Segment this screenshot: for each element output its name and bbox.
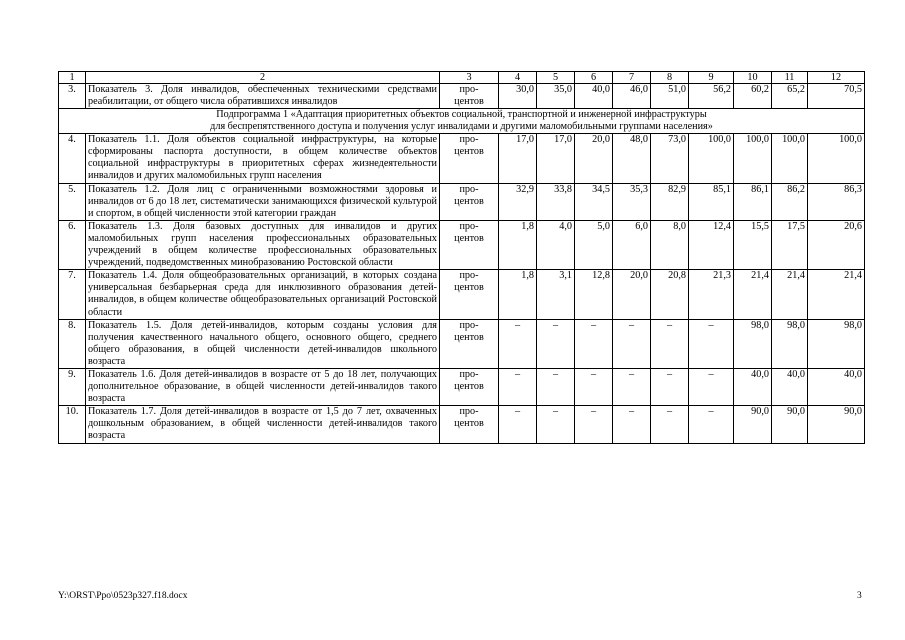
value-cell: – [651,406,689,443]
row-description: Показатель 3. Доля инвалидов, обеспеченных техническими средствами реабилитации, от общего числа обратившихся инвалидов [86,84,440,109]
value-cell: 98,0 [734,319,772,368]
col-num-12: 12 [808,72,865,84]
value-cell: 100,0 [808,134,865,183]
col-num-10: 10 [734,72,772,84]
subprogram-title [59,109,865,134]
value-cell: – [499,368,537,405]
value-cell: 51,0 [651,84,689,109]
unit-text: про- центов [454,406,484,430]
row-unit [440,220,499,269]
value-cell: 35,0 [537,84,575,109]
value-cell: 12,4 [689,220,734,269]
unit-text: про- центов [454,134,484,158]
row-number: 3. [59,84,86,109]
row-number: 4. [59,134,86,183]
value-cell: 73,0 [651,134,689,183]
row-description: Показатель 1.7. Доля детей-инвалидов в возрасте от 1,5 до 7 лет, охваченных дошкольным образованием, в общей численности детей-инвалидов такого возраста [86,406,440,443]
table-row [59,406,865,443]
table-row [59,134,865,183]
value-cell: 4,0 [537,220,575,269]
value-cell: 1,8 [499,220,537,269]
value-cell: 98,0 [808,319,865,368]
value-cell: 98,0 [772,319,808,368]
row-description: Показатель 1.3. Доля базовых доступных для инвалидов и других маломобильных групп населения профессиональных образовательных учреждений в общем количестве профессиональных образовательных учреждений, подведомственных минобразованию Ростовской области [86,220,440,269]
value-cell: 17,0 [499,134,537,183]
value-cell: 70,5 [808,84,865,109]
row-number: 7. [59,270,86,319]
value-cell: 86,1 [734,183,772,220]
page-number: 3 [857,591,862,601]
table-row [59,319,865,368]
row-number: 5. [59,183,86,220]
value-cell: 15,5 [734,220,772,269]
value-cell: – [537,368,575,405]
indicators-table [58,71,865,444]
value-cell: 20,0 [613,270,651,319]
value-cell: 1,8 [499,270,537,319]
col-num-7: 7 [613,72,651,84]
value-cell: – [613,406,651,443]
col-num-4: 4 [499,72,537,84]
value-cell: 86,2 [772,183,808,220]
unit-text: про- центов [454,270,484,294]
row-unit [440,84,499,109]
row-unit [440,406,499,443]
value-cell: – [689,368,734,405]
unit-text: про- центов [454,84,484,108]
row-unit [440,183,499,220]
row-unit [440,134,499,183]
value-cell: 35,3 [613,183,651,220]
value-cell: 85,1 [689,183,734,220]
row-number: 9. [59,368,86,405]
value-cell: 48,0 [613,134,651,183]
value-cell: 3,1 [537,270,575,319]
col-num-9: 9 [689,72,734,84]
column-number-row [59,72,865,84]
value-cell: 90,0 [808,406,865,443]
value-cell: 34,5 [575,183,613,220]
value-cell: – [575,319,613,368]
value-cell: 21,3 [689,270,734,319]
subprogram-row [59,109,865,134]
subprogram-title-text: Подпрограмма 1 «Адаптация приоритетных объектов социальной, транспортной и инженерной инфраструктуры для беспрепятственного доступа и получения услуг инвалидами и другими маломобильными группами населения» [210,109,713,133]
row-unit [440,319,499,368]
row-description: Показатель 1.4. Доля общеобразовательных организаций, в которых создана универсальная безбарьерная среда для инклюзивного образования детей-инвалидов, в общем количестве общеобразовательных организаций Ростовской области [86,270,440,319]
value-cell: 21,4 [808,270,865,319]
table-row [59,220,865,269]
unit-text: про- центов [454,220,484,244]
value-cell: 40,0 [734,368,772,405]
row-number: 10. [59,406,86,443]
col-num-6: 6 [575,72,613,84]
value-cell: 6,0 [613,220,651,269]
value-cell: 5,0 [575,220,613,269]
value-cell: 90,0 [734,406,772,443]
row-description: Показатель 1.1. Доля объектов социальной инфраструктуры, на которые сформированы паспорта доступности, в общем количестве объектов социальной инфраструктуры в приоритетных сферах жизнедеятельности инвалидов и других маломобильных групп населения [86,134,440,183]
value-cell: – [689,319,734,368]
table-row [59,84,865,109]
value-cell: 100,0 [689,134,734,183]
col-num-1: 1 [59,72,86,84]
value-cell: 100,0 [734,134,772,183]
value-cell: 86,3 [808,183,865,220]
value-cell: 20,8 [651,270,689,319]
col-num-5: 5 [537,72,575,84]
value-cell: 46,0 [613,84,651,109]
col-num-8: 8 [651,72,689,84]
value-cell: – [499,319,537,368]
table-row [59,270,865,319]
row-description: Показатель 1.6. Доля детей-инвалидов в возрасте от 5 до 18 лет, получающих дополнительное образование, в общей численности детей-инвалидов такого возраста [86,368,440,405]
col-num-2: 2 [86,72,440,84]
value-cell: – [575,368,613,405]
row-description: Показатель 1.5. Доля детей-инвалидов, которым созданы условия для получения качественного начального общего, основного общего, среднего общего образования, в общей численности детей-инвалидов школьного возраста [86,319,440,368]
value-cell: 20,0 [575,134,613,183]
value-cell: – [651,368,689,405]
value-cell: 30,0 [499,84,537,109]
value-cell: 32,9 [499,183,537,220]
unit-text: про- центов [454,319,484,343]
value-cell: 82,9 [651,183,689,220]
value-cell: – [499,406,537,443]
value-cell: – [537,406,575,443]
col-num-3: 3 [440,72,499,84]
value-cell: 40,0 [808,368,865,405]
row-description: Показатель 1.2. Доля лиц с ограниченными возможностями здоровья и инвалидов от 6 до 18 лет, систематически занимающихся физической культурой и спортом, в общей численности этой категории граждан [86,183,440,220]
value-cell: – [689,406,734,443]
value-cell: – [613,319,651,368]
value-cell: 40,0 [772,368,808,405]
value-cell: – [575,406,613,443]
indicator-rows [59,134,865,443]
value-cell: 17,0 [537,134,575,183]
value-cell: 21,4 [772,270,808,319]
value-cell: 21,4 [734,270,772,319]
row-number: 6. [59,220,86,269]
unit-text: про- центов [454,183,484,207]
row-unit [440,368,499,405]
value-cell: 12,8 [575,270,613,319]
value-cell: 100,0 [772,134,808,183]
value-cell: 90,0 [772,406,808,443]
table-row [59,368,865,405]
col-num-11: 11 [772,72,808,84]
value-cell: 20,6 [808,220,865,269]
row-number: 8. [59,319,86,368]
value-cell: 40,0 [575,84,613,109]
value-cell: 17,5 [772,220,808,269]
row-unit [440,270,499,319]
unit-text: про- центов [454,368,484,393]
value-cell: – [613,368,651,405]
value-cell: 65,2 [772,84,808,109]
value-cell: 33,8 [537,183,575,220]
table-row [59,183,865,220]
value-cell: – [651,319,689,368]
file-path: Y:\ORST\Ppo\0523p327.f18.docx [58,591,188,601]
value-cell: 8,0 [651,220,689,269]
value-cell: 60,2 [734,84,772,109]
value-cell: 56,2 [689,84,734,109]
value-cell: – [537,319,575,368]
